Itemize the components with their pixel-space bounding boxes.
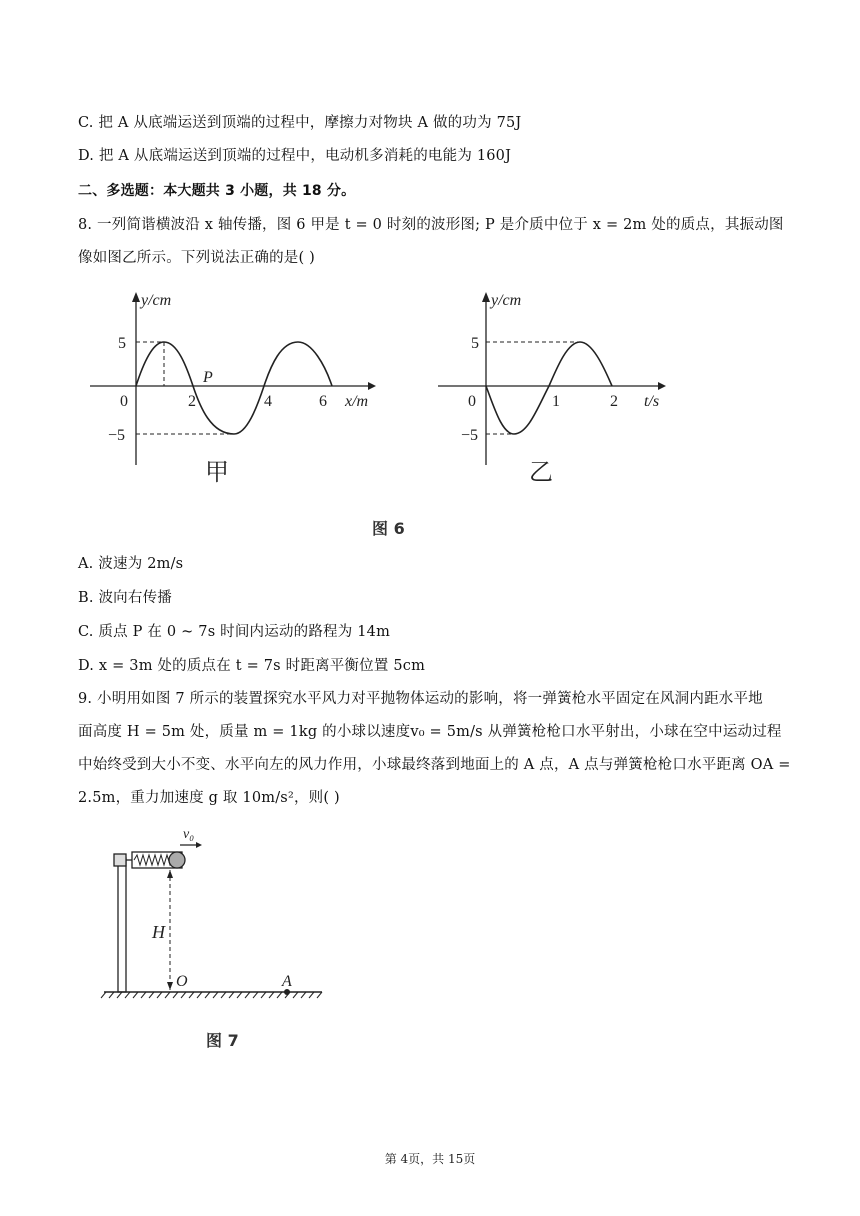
q9-line-4: 2.5m，重力加速度 g 取 10m/s²，则( ) <box>78 790 340 806</box>
q9-line-2: 面高度 H = 5m 处，质量 m = 1kg 的小球以速度v₀ = 5m/s 从弹簧枪枪口水平射出，小球在空中运动过程 <box>78 724 782 740</box>
q8-line-2: 像如图乙所示。下列说法正确的是( ) <box>78 250 316 266</box>
ball <box>169 852 185 868</box>
jia-label: 甲 <box>205 460 229 486</box>
v0-label: v₀ <box>183 827 195 842</box>
jia-xlabel: x/m <box>345 393 369 410</box>
figure-7-caption: 图 7 <box>206 1031 239 1050</box>
q8-option-a: A. 波速为 2m/s <box>78 556 184 572</box>
gun-clamp <box>114 854 126 866</box>
h-label: H <box>152 922 165 942</box>
q9-line-3: 中始终受到大小不变、水平向左的风力作用，小球最终落到地面上的 A 点，A 点与弹簧枪枪口水平距离 OA = <box>78 757 791 773</box>
jia-tick-y-neg5: −5 <box>108 427 126 444</box>
jia-tick-x-2: 2 <box>188 393 196 410</box>
yi-tick-y-neg5: −5 <box>461 427 479 444</box>
q9-line-1: 9. 小明用如图 7 所示的装置探究水平风力对平抛物体运动的影响，将一弹簧枪水平固定在风洞内距水平地 <box>78 691 763 707</box>
figure-6-caption: 图 6 <box>372 519 405 538</box>
q8-option-b: B. 波向右传播 <box>78 590 172 606</box>
yi-tick-x-2: 2 <box>610 393 618 410</box>
a-label: A <box>282 973 292 990</box>
jia-tick-x-0: 0 <box>120 393 128 410</box>
yi-tick-x-1: 1 <box>552 393 560 410</box>
figure-6 <box>0 280 860 540</box>
q8-option-d: D. x = 3m 处的质点在 t = 7s 时距离平衡位置 5cm <box>78 658 426 674</box>
option-c-text: C. 把 A 从底端运送到顶端的过程中，摩擦力对物块 A 做的功为 75J <box>78 115 522 131</box>
yi-xlabel: t/s <box>644 393 660 410</box>
yi-tick-x-0: 0 <box>468 393 476 410</box>
jia-tick-x-6: 6 <box>319 393 327 410</box>
option-d-text: D. 把 A 从底端运送到顶端的过程中，电动机多消耗的电能为 160J <box>78 148 512 164</box>
point-p-label: P <box>203 369 213 386</box>
yi-ylabel: y/cm <box>491 292 522 309</box>
graph-jia <box>90 292 376 465</box>
jia-tick-y-5: 5 <box>118 335 126 352</box>
support-post <box>118 858 126 992</box>
q8-option-c: C. 质点 P 在 0 ~ 7s 时间内运动的路程为 14m <box>78 624 391 640</box>
yi-label: 乙 <box>529 460 553 486</box>
o-label: O <box>176 973 188 990</box>
spring <box>134 855 173 865</box>
jia-ylabel: y/cm <box>141 292 172 309</box>
jia-tick-x-4: 4 <box>264 393 272 410</box>
wave-jia <box>136 342 332 434</box>
wave-yi <box>486 342 612 434</box>
figure-7 <box>90 820 350 1020</box>
page-footer: 第 4页，共 15页 <box>384 1152 476 1166</box>
section-heading: 二、多选题：本大题共 3 小题，共 18 分。 <box>78 183 356 199</box>
q8-line-1: 8. 一列简谐横波沿 x 轴传播，图 6 甲是 t = 0 时刻的波形图; P 是介质中位于 x = 2m 处的质点，其振动图 <box>78 217 784 233</box>
yi-tick-y-5: 5 <box>471 335 479 352</box>
